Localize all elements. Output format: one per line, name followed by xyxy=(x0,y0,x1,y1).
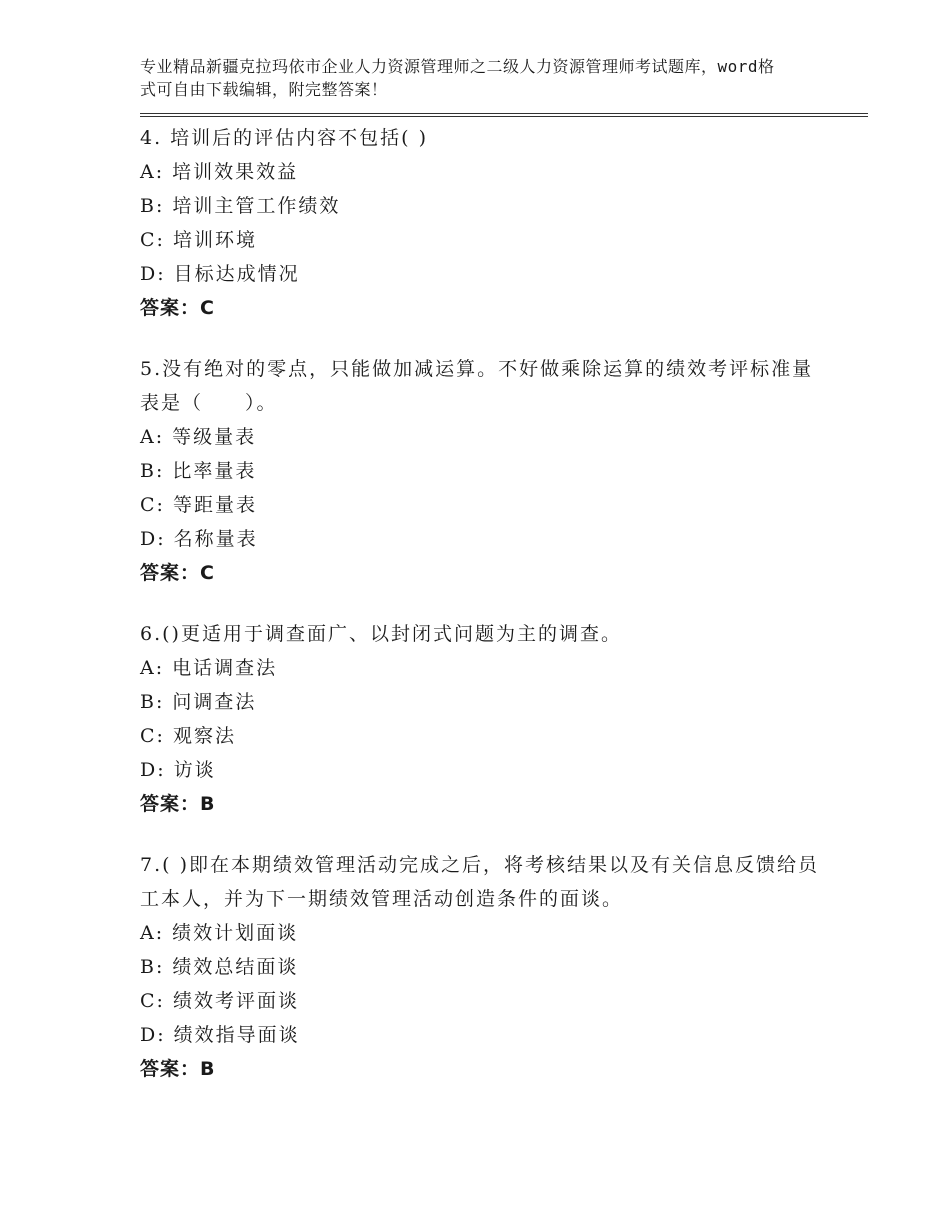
option-c: C: 等距量表 xyxy=(140,494,257,516)
header-divider xyxy=(140,113,868,117)
option-d: D: 名称量表 xyxy=(140,528,258,550)
answer-label: 答案：C xyxy=(140,562,215,584)
question-7 xyxy=(140,848,868,1086)
question-5 xyxy=(140,352,868,590)
option-c: C: 观察法 xyxy=(140,725,236,747)
question-4 xyxy=(140,121,868,325)
option-a: A: 等级量表 xyxy=(140,426,257,448)
option-a: A: 绩效计划面谈 xyxy=(140,922,299,944)
document-header: 专业精品新疆克拉玛依市企业人力资源管理师之二级人力资源管理师考试题库，word格式可自由下载编辑，附完整答案！ xyxy=(140,57,775,99)
question-stem: 4. 培训后的评估内容不包括( ) xyxy=(140,127,429,149)
option-b: B: 培训主管工作绩效 xyxy=(140,195,341,217)
question-stem: 6.()更适用于调查面广、以封闭式问题为主的调查。 xyxy=(140,623,622,645)
question-list xyxy=(140,121,868,1086)
answer-label: 答案：B xyxy=(140,1058,216,1080)
option-b: B: 绩效总结面谈 xyxy=(140,956,299,978)
option-d: D: 目标达成情况 xyxy=(140,263,300,285)
answer-label: 答案：C xyxy=(140,297,215,319)
document-page xyxy=(140,55,868,1113)
option-d: D: 访谈 xyxy=(140,759,216,781)
question-stem: 5.没有绝对的零点，只能做加减运算。不好做乘除运算的绩效考评标准量表是（ ）。 xyxy=(140,358,814,414)
option-c: C: 绩效考评面谈 xyxy=(140,990,299,1012)
option-c: C: 培训环境 xyxy=(140,229,257,251)
option-d: D: 绩效指导面谈 xyxy=(140,1024,300,1046)
option-a: A: 培训效果效益 xyxy=(140,161,299,183)
option-a: A: 电话调查法 xyxy=(140,657,278,679)
question-6 xyxy=(140,617,868,821)
option-b: B: 问调查法 xyxy=(140,691,257,713)
option-b: B: 比率量表 xyxy=(140,460,257,482)
question-stem: 7.( )即在本期绩效管理活动完成之后，将考核结果以及有关信息反馈给员工本人，并为下一期绩效管理活动创造条件的面谈。 xyxy=(140,854,819,910)
answer-label: 答案：B xyxy=(140,793,216,815)
